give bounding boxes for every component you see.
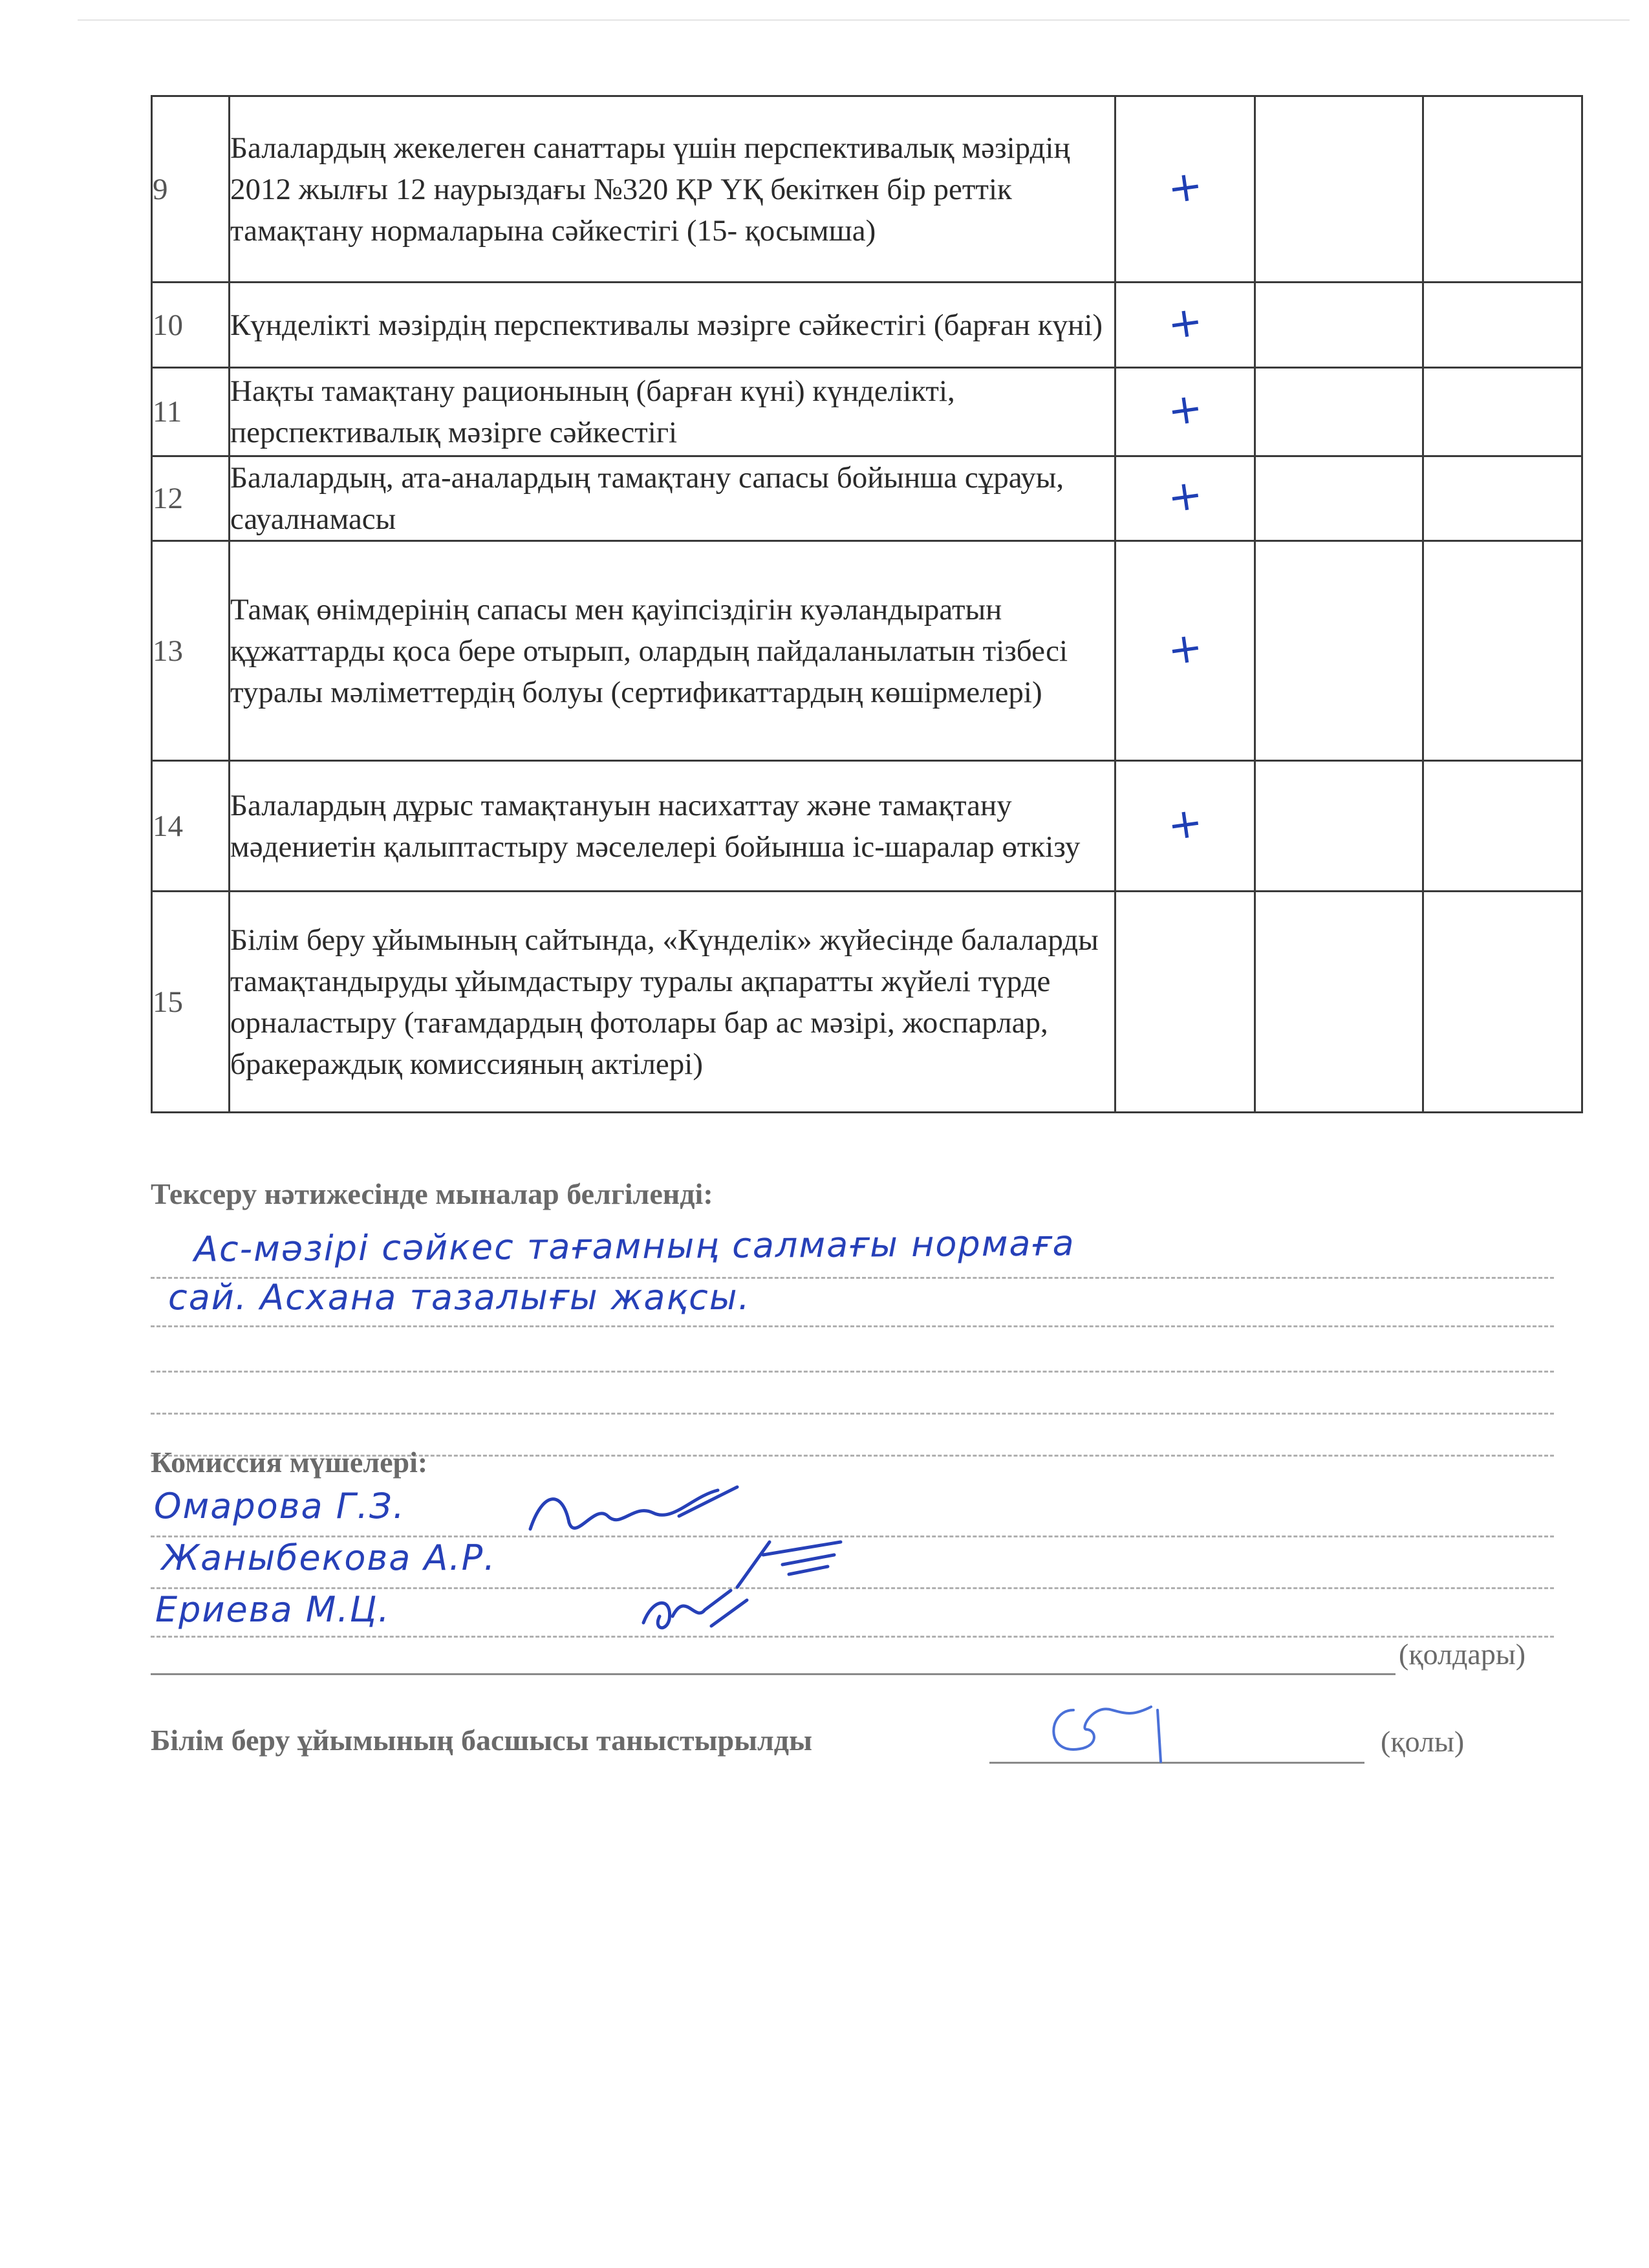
commission-member-1: Омарова Г.З.: [154, 1486, 405, 1526]
row-mark-cell: [1116, 368, 1255, 456]
row-empty-cell: [1255, 283, 1423, 368]
row-empty-cell: [1423, 283, 1582, 368]
row-empty-cell: [1423, 541, 1582, 761]
row-empty-cell: [1423, 761, 1582, 892]
checklist-row: [152, 96, 1582, 283]
row-criterion-text: Нақты тамақтану рационының (барған күні) күнделікті, перспективалық мәзірге сәйкестігі: [230, 368, 1116, 456]
commission-signature-line: [151, 1673, 1396, 1675]
row-criterion-text: Балалардың, ата-аналардың тамақтану сапасы бойынша сұрауы, сауалнамасы: [230, 456, 1116, 541]
row-empty-cell: [1255, 96, 1423, 283]
row-mark: +: [1164, 383, 1206, 436]
row-empty-cell: [1423, 892, 1582, 1113]
row-empty-cell: [1423, 368, 1582, 456]
commission-member-3: Ериева М.Ц.: [155, 1589, 391, 1630]
row-mark: +: [1164, 623, 1206, 675]
row-criterion-text: Білім беру ұйымының сайтында, «Күнделік» жүйесінде балаларды тамақтандыруды ұйымдастыру туралы ақпаратты жүйелі түрде орналастыру (тағамдардың фотолары бар ас мәзірі, жоспарлар, бракераждық комиссияның актілері): [230, 892, 1116, 1113]
row-empty-cell: [1255, 456, 1423, 541]
row-empty-cell: [1423, 96, 1582, 283]
checklist-row: [152, 761, 1582, 892]
row-empty-cell: [1255, 541, 1423, 761]
row-criterion-text: Балалардың дұрыс тамақтануын насихаттау және тамақтану мәдениетін қалыптастыру мәселелері бойынша іс-шаралар өткізу: [230, 761, 1116, 892]
row-criterion-text: Күнделікті мәзірдің перспективалы мәзірге сәйкестігі (барған күні): [230, 283, 1116, 368]
scan-edge-line: [78, 19, 1630, 21]
row-number: 15: [152, 892, 230, 1113]
row-mark-cell: [1116, 761, 1255, 892]
findings-handwritten-line-2: сай. Асхана тазалығы жақсы.: [168, 1277, 751, 1318]
commission-rule: [151, 1636, 1554, 1638]
commission-member-2: Жаныбекова А.Р.: [162, 1537, 497, 1578]
row-mark: +: [1164, 161, 1206, 213]
row-mark-cell: [1116, 456, 1255, 541]
commission-heading: Комиссия мүшелері:: [151, 1446, 428, 1479]
row-mark-cell: [1116, 541, 1255, 761]
findings-heading: Тексеру нәтижесінде мыналар белгіленді:: [151, 1177, 713, 1210]
findings-rule: [151, 1413, 1554, 1415]
signature-1: [524, 1477, 744, 1548]
row-number: 11: [152, 368, 230, 456]
row-number: 13: [152, 541, 230, 761]
checklist-row: [152, 456, 1582, 541]
row-number: 9: [152, 96, 230, 283]
checklist-row: [152, 892, 1582, 1113]
row-empty-cell: [1423, 456, 1582, 541]
row-mark: +: [1164, 297, 1206, 349]
row-mark-cell: [1116, 892, 1255, 1113]
checklist-rows: [152, 96, 1582, 1113]
findings-rule: [151, 1325, 1554, 1327]
row-mark-cell: [1116, 96, 1255, 283]
head-signature-caption: (қолы): [1381, 1725, 1465, 1758]
commission-signatures-caption: (қолдары): [1399, 1638, 1526, 1671]
row-criterion-text: Балалардың жекелеген санаттары үшін перспективалық мәзірдің 2012 жылғы 12 наурыздағы №320 ҚР ҮҚ бекіткен бір реттік тамақтану нормаларына сәйкестігі (15- қосымша): [230, 96, 1116, 283]
signature-3: [634, 1578, 763, 1642]
row-number: 12: [152, 456, 230, 541]
row-criterion-text: Тамақ өнімдерінің сапасы мен қауіпсіздігін куәландыратын құжаттарды қоса бере отырып, олардың пайдаланылатын тізбесі туралы мәліметтердің болуы (сертификаттардың көшірмелері): [230, 541, 1116, 761]
row-mark: +: [1164, 470, 1206, 523]
findings-rule: [151, 1371, 1554, 1373]
checklist-row: [152, 368, 1582, 456]
row-number: 10: [152, 283, 230, 368]
checklist-row: [152, 283, 1582, 368]
checklist-table: [151, 95, 1583, 1113]
row-empty-cell: [1255, 761, 1423, 892]
findings-handwritten-line-1: Ас-мәзірі сәйкес тағамның салмағы нормаға: [193, 1223, 1075, 1270]
row-empty-cell: [1255, 368, 1423, 456]
row-number: 14: [152, 761, 230, 892]
row-mark: +: [1164, 798, 1206, 850]
checklist-row: [152, 541, 1582, 761]
row-empty-cell: [1255, 892, 1423, 1113]
row-mark-cell: [1116, 283, 1255, 368]
head-acknowledged-label: Білім беру ұйымының басшысы таныстырылды: [151, 1724, 812, 1757]
head-signature: [1035, 1684, 1177, 1768]
